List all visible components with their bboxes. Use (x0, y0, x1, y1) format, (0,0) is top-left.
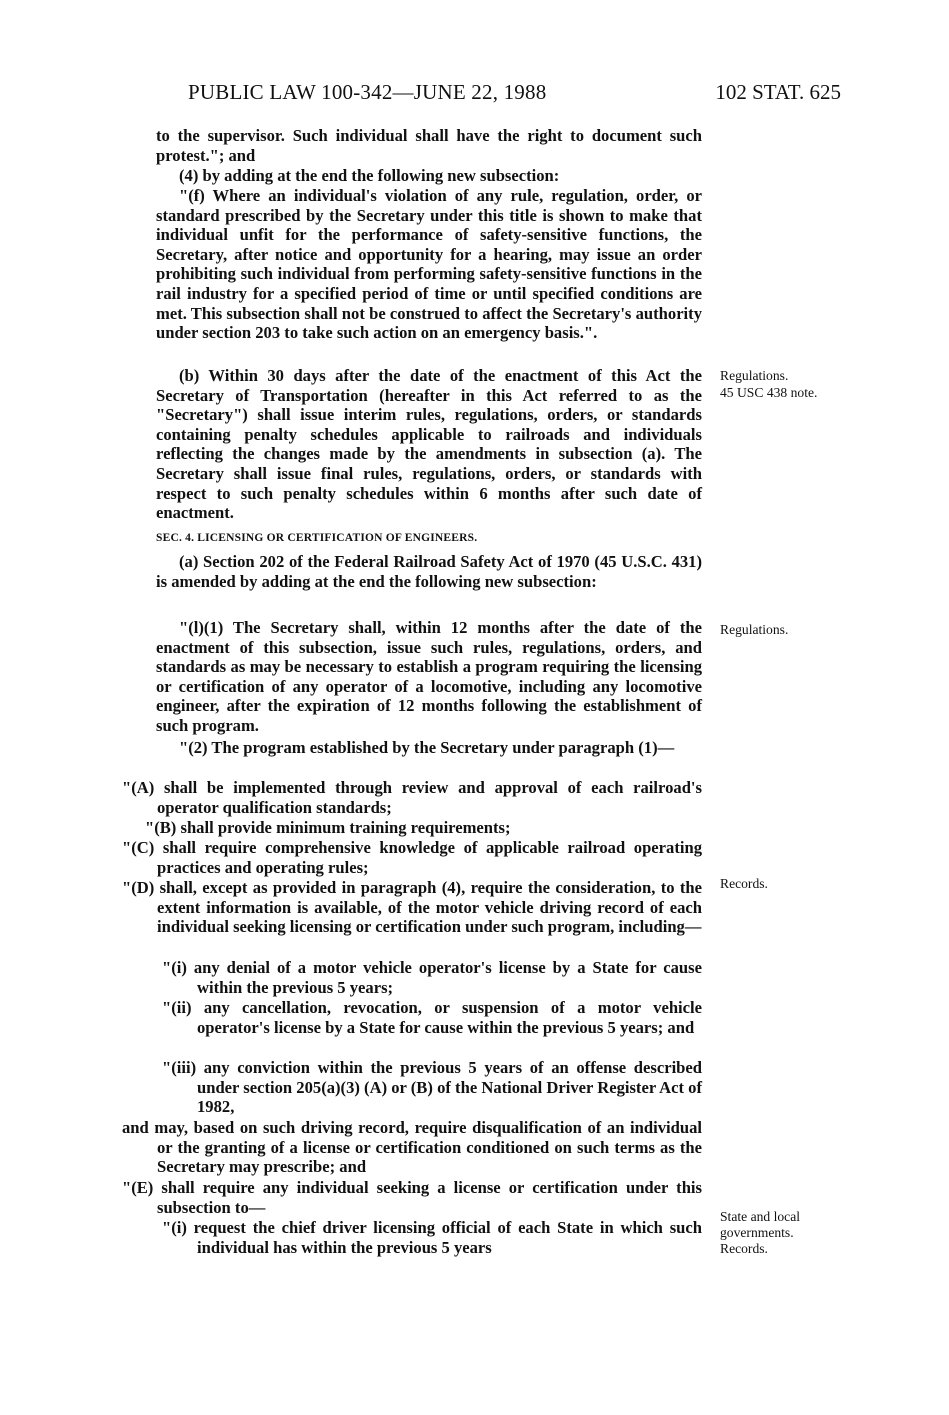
paragraph-text: "(D) shall, except as provided in paragraph (4), require the consideration, to the extent information is available, of the motor vehicle driving record of each individual seeking licensing or certification under such program, including— (122, 878, 702, 937)
paragraph (122, 1178, 702, 1217)
paragraph (162, 998, 702, 1037)
paragraph (162, 1058, 702, 1117)
paragraph-text: "(f) Where an individual's violation of any rule, regulation, order, or standard prescribed by the Secretary under this title is shown to make that individual unfit for the performance of safety-sensitive functions, the Secretary, after notice and opportunity for a hearing, may issue an order prohibiting such individual from performing safety-sensitive functions in the rail industry for a specified period of time or until specified conditions are met. This subsection shall not be construed to affect the Secretary's authority under section 203 to take such action on an emergency basis.". (156, 186, 702, 343)
paragraph-text: "(l)(1) The Secretary shall, within 12 months after the date of the enactment of this subsection, issue such rules, regulations, orders, and standards as may be necessary to establish a program requiring the licensing or certification of any operator of a locomotive, including any locomotive engineer, after the expiration of 12 months following the establishment of such program. (156, 618, 702, 735)
paragraph-text: "(C) shall require comprehensive knowledge of applicable railroad operating practices and operating rules; (122, 838, 702, 877)
paragraph (162, 1218, 702, 1257)
paragraph (156, 186, 702, 343)
paragraph-text: "(A) shall be implemented through review and approval of each railroad's operator qualification standards; (122, 778, 702, 817)
paragraph (122, 838, 702, 877)
paragraph-text: and may, based on such driving record, require disqualification of an individual or the granting of a license or certification conditioned on such terms as the Secretary may prescribe; and (122, 1118, 702, 1177)
paragraph (122, 778, 702, 817)
paragraph (156, 126, 702, 165)
section-heading: SEC. 4. LICENSING OR CERTIFICATION OF ENGINEERS. (156, 532, 478, 544)
margin-note: Regulations. (720, 368, 789, 383)
paragraph (156, 738, 702, 758)
paragraph-text: "(B) shall provide minimum training requirements; (145, 818, 511, 837)
paragraph-text: (a) Section 202 of the Federal Railroad Safety Act of 1970 (45 U.S.C. 431) is amended by adding at the end the following new subsection: (156, 552, 702, 591)
paragraph-text: "(ii) any cancellation, revocation, or suspension of a motor vehicle operator's license by a State for cause within the previous 5 years; and (162, 998, 702, 1037)
paragraph (162, 958, 702, 997)
paragraph-text: "(E) shall require any individual seeking a license or certification under this subsection to— (122, 1178, 702, 1217)
paragraph-text: "(i) any denial of a motor vehicle operator's license by a State for cause within the previous 5 years; (162, 958, 702, 997)
paragraph (122, 818, 725, 838)
running-title: PUBLIC LAW 100-342—JUNE 22, 1988 (188, 80, 547, 104)
paragraph-text: "(i) request the chief driver licensing official of each State in which such individual has within the previous 5 years (162, 1218, 702, 1257)
paragraph (156, 552, 702, 591)
paragraph (122, 1118, 702, 1177)
paragraph-text: (b) Within 30 days after the date of the enactment of this Act the Secretary of Transportation (hereafter in this Act referred to as the "Secretary") shall issue interim rules, regulations, orders, or standards containing penalty schedules applicable to railroads and individuals reflecting the changes made by the amendments in subsection (a). The Secretary shall issue final rules, regulations, orders, or standards with respect to such penalty schedules within 6 months after such date of enactment. (156, 366, 702, 523)
margin-note: governments. (720, 1225, 794, 1240)
margin-note: State and local (720, 1209, 801, 1224)
paragraph (156, 166, 702, 186)
margin-note: 45 USC 438 note. (720, 385, 818, 400)
statute-page-number: 102 STAT. 625 (715, 80, 841, 104)
page-header (188, 80, 841, 112)
paragraph-text: "(iii) any conviction within the previous 5 years of an offense described under section 205(a)(3) (A) or (B) of the National Driver Register Act of 1982, (162, 1058, 702, 1117)
margin-note: Records. (720, 1241, 768, 1256)
paragraph-text: (4) by adding at the end the following new subsection: (179, 166, 560, 185)
paragraph (122, 878, 702, 937)
paragraph (156, 366, 702, 523)
margin-note: Regulations. (720, 622, 789, 637)
paragraph-text: "(2) The program established by the Secretary under paragraph (1)— (179, 738, 675, 757)
margin-note: Records. (720, 876, 768, 891)
paragraph (156, 618, 702, 736)
paragraph-text: to the supervisor. Such individual shall have the right to document such protest."; and (156, 126, 702, 165)
